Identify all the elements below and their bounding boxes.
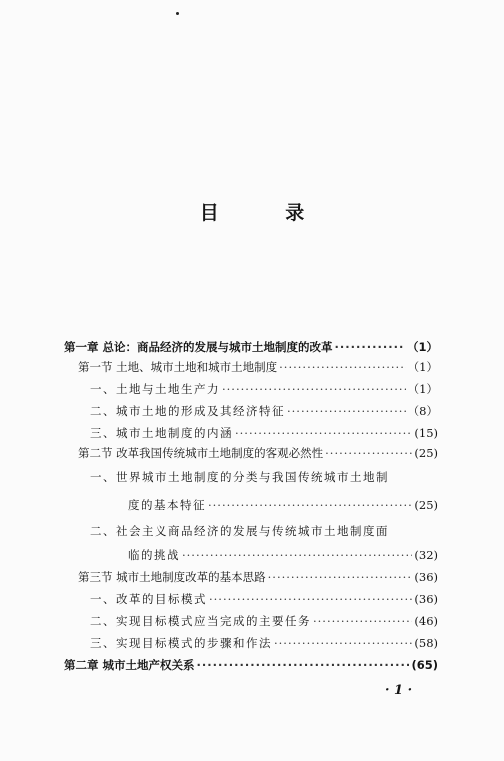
dot-leader [313, 612, 412, 630]
toc-entry-chapter-2[interactable] [64, 656, 438, 674]
toc-entry-page: （1） [406, 340, 438, 354]
toc-entry-page: (25) [414, 498, 438, 512]
page-title: 目 录 [199, 202, 335, 224]
toc-entry-subsection-continuation[interactable] [128, 546, 438, 564]
toc-entry-page: (36) [414, 570, 438, 584]
scan-speck [176, 12, 179, 15]
dot-leader [197, 656, 410, 674]
toc-entry-label: 三、城市土地制度的内涵 [90, 426, 233, 440]
dot-leader [279, 358, 406, 376]
toc-entry-page: (36) [414, 592, 438, 606]
toc-entry-subsection[interactable] [90, 634, 438, 652]
toc-entry-page: (15) [414, 426, 438, 440]
toc-entry-subsection[interactable] [90, 612, 438, 630]
toc-entry-label: 二、实现目标模式应当完成的主要任务 [90, 614, 311, 628]
dot-leader [209, 590, 412, 608]
toc-entry-label: 第一节 土地、城市土地和城市土地制度 [78, 360, 278, 374]
toc-entry-chapter-1[interactable] [64, 338, 438, 356]
dot-leader [235, 424, 412, 442]
toc-entry-label: 二、城市土地的形成及其经济特征 [90, 404, 285, 418]
toc-entry-subsection[interactable] [90, 590, 438, 608]
dot-leader [222, 380, 406, 398]
dot-leader [208, 496, 412, 514]
toc-entry-section-3[interactable] [78, 568, 438, 586]
toc-entry-section-2[interactable] [78, 444, 438, 462]
toc-entry-page: (46) [414, 614, 438, 628]
toc-entry-section-1[interactable] [78, 358, 438, 376]
toc-entry-label: 度的基本特征 [128, 498, 206, 512]
toc-entry-subsection-continuation[interactable] [128, 496, 438, 514]
toc-entry-label: 一、土地与土地生产力 [90, 382, 220, 396]
dot-leader [268, 568, 413, 586]
toc-entry-page: （1） [407, 360, 438, 374]
dot-leader [287, 402, 406, 420]
toc-entry-subsection[interactable] [90, 380, 438, 398]
toc-entry-page: (25) [414, 446, 438, 460]
toc-entry-label: 第一章 总论：商品经济的发展与城市土地制度的改革 [64, 340, 333, 354]
toc-entry-label: 三、实现目标模式的步骤和作法 [90, 636, 272, 650]
dot-leader [325, 444, 412, 462]
dot-leader [274, 634, 412, 652]
toc-entry-label: 第二章 城市土地产权关系 [64, 658, 195, 672]
toc-entry-label: 第二节 改革我国传统城市土地制度的客观必然性 [78, 446, 324, 460]
toc-entry-page: （8） [407, 404, 438, 418]
toc-entry-subsection[interactable] [90, 424, 438, 442]
dot-leader [335, 338, 405, 356]
dot-leader [182, 546, 412, 564]
toc-entry-page: （1） [407, 382, 438, 396]
toc-entry-subsection-line-1[interactable]: 二、社会主义商品经济的发展与传统城市土地制度面 [90, 524, 389, 538]
page-number: · 1 · [385, 683, 413, 698]
toc-entry-page: (32) [414, 548, 438, 562]
toc-entry-label: 临的挑战 [128, 548, 180, 562]
toc-entry-label: 第三节 城市土地制度改革的基本思路 [78, 570, 266, 584]
toc-entry-page: (65) [411, 658, 438, 672]
toc-entry-subsection[interactable] [90, 402, 438, 420]
toc-entry-subsection-line-1[interactable]: 一、世界城市土地制度的分类与我国传统城市土地制 [90, 470, 389, 484]
toc-entry-label: 一、改革的目标模式 [90, 592, 207, 606]
toc-entry-page: (58) [414, 636, 438, 650]
